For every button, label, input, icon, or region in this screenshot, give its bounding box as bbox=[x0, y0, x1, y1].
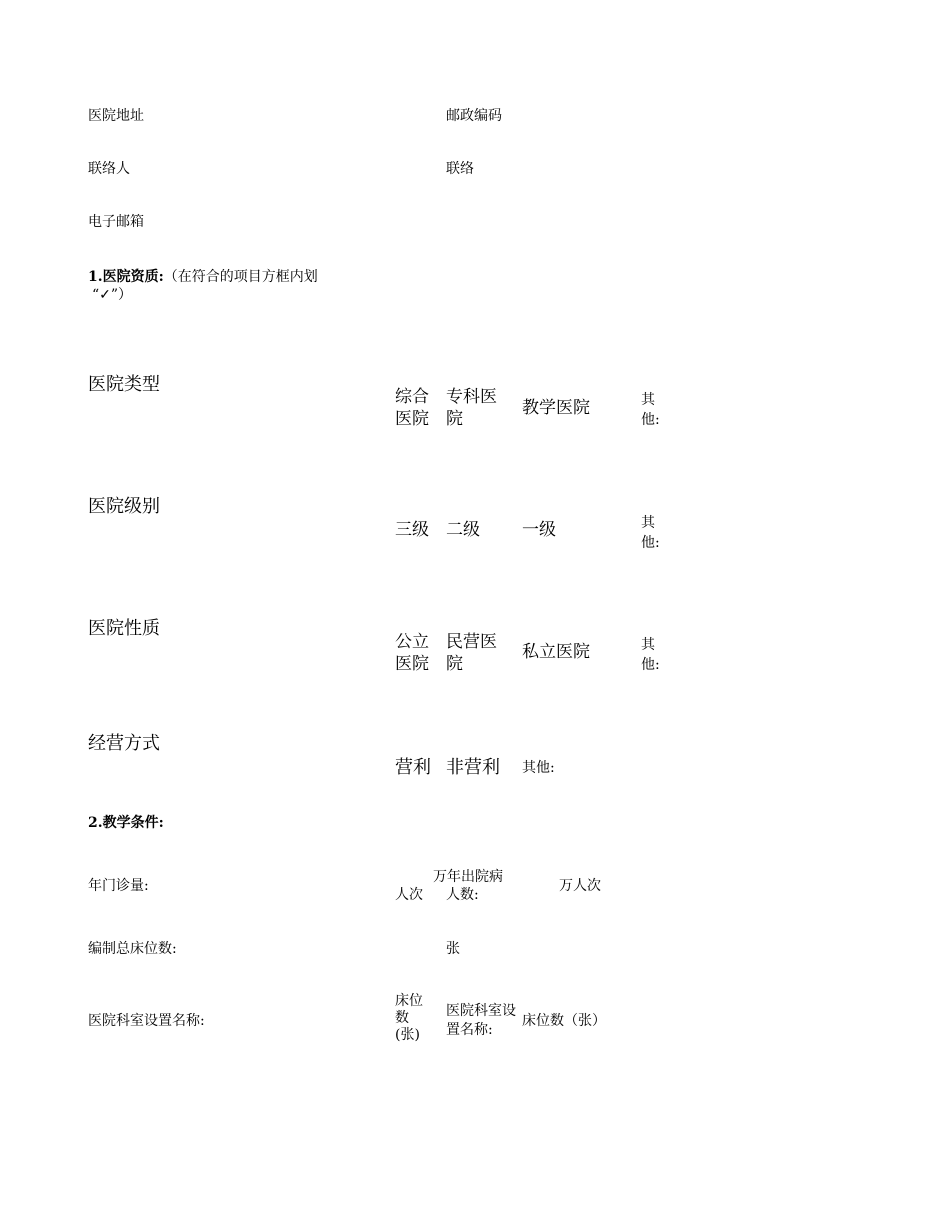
hospital-type-option-teaching: 教学医院 bbox=[522, 398, 590, 418]
hospital-nature-option-private-run: 民营医院 bbox=[446, 632, 497, 674]
discharge-unit: 万人次 bbox=[559, 878, 601, 894]
hospital-level-label: 医院级别 bbox=[88, 496, 160, 517]
hospital-nature-other: 其他: bbox=[641, 637, 660, 673]
hospital-level-option-tier1: 一级 bbox=[522, 520, 556, 540]
hospital-type-option-specialty: 专科医院 bbox=[446, 387, 497, 429]
contact-phone-label: 联络 bbox=[446, 161, 474, 177]
hospital-nature-option-public: 公立医院 bbox=[395, 632, 429, 674]
total-beds-unit: 张 bbox=[446, 941, 460, 957]
section1-number: 1. bbox=[88, 269, 103, 285]
section2-heading: 2.教学条件: bbox=[88, 815, 164, 831]
section1-note: （在符合的项目方框内划 bbox=[163, 269, 318, 285]
operation-mode-label: 经营方式 bbox=[88, 733, 160, 754]
postal-code-label: 邮政编码 bbox=[446, 108, 502, 124]
discharge-label-top: 万年出院病 bbox=[433, 869, 503, 885]
hospital-nature-label: 医院性质 bbox=[88, 618, 160, 639]
hospital-type-other: 其他: bbox=[641, 392, 660, 428]
department-name-label: 医院科室设置名称: bbox=[88, 1013, 205, 1029]
hospital-level-option-tier3: 三级 bbox=[395, 520, 429, 540]
discharge-label-bottom: 人数: bbox=[446, 887, 479, 903]
beds-column-header: 床位数(张) bbox=[395, 993, 423, 1043]
beds-column-header-2: 床位数（张） bbox=[522, 1013, 606, 1029]
outpatient-volume-label: 年门诊量: bbox=[88, 878, 149, 894]
operation-other: 其他: bbox=[522, 760, 555, 776]
section1-title: 医院资质: bbox=[102, 269, 164, 285]
hospital-level-option-tier2: 二级 bbox=[446, 520, 480, 540]
hospital-type-label: 医院类型 bbox=[88, 374, 160, 395]
hospital-type-option-general: 综合医院 bbox=[395, 387, 429, 429]
hospital-level-other: 其他: bbox=[641, 515, 660, 551]
section1-heading bbox=[88, 268, 318, 286]
hospital-nature-option-private: 私立医院 bbox=[522, 642, 590, 662]
total-beds-label: 编制总床位数: bbox=[88, 941, 177, 957]
email-label: 电子邮箱 bbox=[88, 214, 144, 230]
operation-option-nonprofit: 非营利 bbox=[446, 757, 500, 778]
contact-person-label: 联络人 bbox=[88, 161, 130, 177]
address-label: 医院地址 bbox=[88, 108, 144, 124]
department-column-header: 医院科室设置名称: bbox=[446, 1003, 516, 1038]
outpatient-volume-unit: 人次 bbox=[395, 887, 423, 903]
operation-option-profit: 营利 bbox=[395, 757, 431, 778]
section1-note-mark: “✓”） bbox=[92, 287, 133, 303]
